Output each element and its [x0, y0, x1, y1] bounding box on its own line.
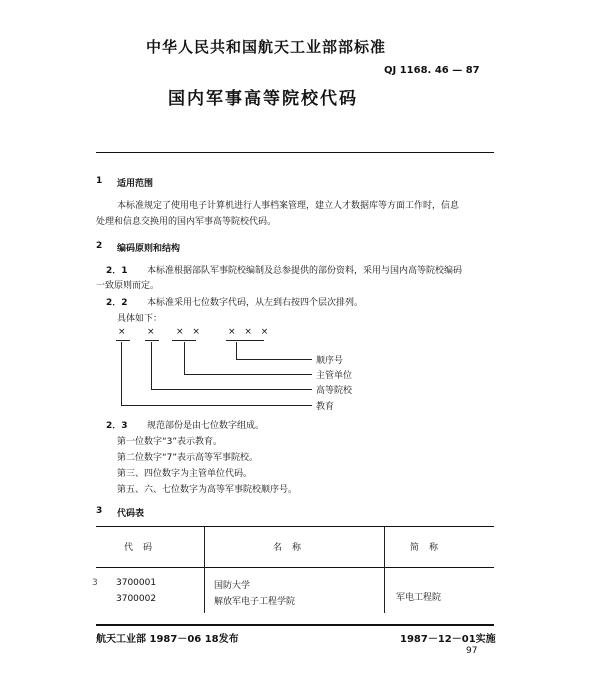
footer-rule [96, 624, 494, 626]
connector-admin-vertical [184, 342, 185, 374]
section-2-heading: 编码原则和结构 [117, 244, 181, 254]
standard-title: 中华人民共和国航天工业部部标准 [146, 38, 387, 56]
digit-group-2: × [147, 327, 158, 337]
clause-2-3-line-1: 规范部份是由七位数字组成。 [147, 421, 265, 431]
header-divider [96, 152, 494, 153]
table-header-rule [96, 567, 494, 568]
document-title: 国内军事高等院校代码 [168, 89, 358, 109]
section-3-heading: 代码表 [117, 509, 145, 519]
clause-2-3-line-2: 第一位数字“3”表示教育。 [117, 437, 223, 447]
clause-2-3-line-3: 第二位数字“7”表示高等军事院校。 [117, 453, 259, 463]
digit-group-3-underline [172, 340, 196, 341]
table-column-divider-1 [204, 527, 205, 613]
clause-2-2-line-1: 本标准采用七位数字代码，从左到右按四个层次排列。 [147, 298, 364, 308]
table-column-divider-2 [384, 527, 385, 613]
table-header-code: 代码 [124, 543, 163, 553]
clause-2-1-line-2: 一致原则而定。 [96, 281, 160, 291]
issue-date: 航天工业部 1987－06 18发布 [96, 634, 239, 645]
section-1-heading: 适用范围 [117, 179, 154, 189]
clause-2-1-line-1: 本标准根据部队军事院校编制及总参提供的部份资料，采用与国内高等院校编码 [147, 266, 463, 276]
clause-2-2-line-2: 具体如下： [117, 314, 163, 324]
section-1-number: 1 [96, 176, 103, 186]
digit-group-1: × [118, 327, 129, 337]
clause-2-3-number: 2．3 [106, 421, 128, 431]
table-cell-code: 3700001 [116, 578, 157, 588]
connector-seq-vertical [236, 342, 237, 359]
digit-group-4: × × × [228, 327, 272, 337]
section-1-paragraph-line-2: 处理和信息交换用的国内军事高等院校代码。 [96, 217, 277, 227]
table-cell-abbr: 军电工程院 [396, 593, 442, 603]
label-college: 高等院校 [316, 386, 353, 396]
effective-date: 1987－12－01实施 [400, 634, 496, 645]
connector-edu-vertical [121, 342, 122, 405]
table-top-rule [96, 526, 494, 527]
table-cell-name: 国防大学 [214, 581, 251, 591]
label-sequence-number: 顺序号 [316, 356, 344, 366]
page-number: 97 [466, 646, 478, 656]
clause-2-3-line-4: 第三、四位数字为主管单位代码。 [117, 469, 253, 479]
table-margin-mark: 3 [92, 578, 98, 588]
section-1-paragraph-line-1: 本标准规定了使用电子计算机进行人事档案管理，建立人才数据库等方面工作时，信息 [117, 201, 460, 211]
table-cell-code: 3700002 [116, 594, 157, 604]
section-2-number: 2 [96, 241, 103, 251]
digit-group-2-underline [145, 340, 159, 341]
table-header-name: 名称 [273, 543, 312, 553]
table-header-abbr: 简称 [410, 543, 449, 553]
label-education: 教育 [316, 402, 335, 412]
label-admin-unit: 主管单位 [316, 371, 353, 381]
connector-seq-horizontal [236, 359, 312, 360]
digit-group-3: × × [176, 327, 203, 337]
digit-group-1-underline [116, 340, 130, 341]
connector-college-horizontal [151, 389, 312, 390]
section-3-number: 3 [96, 506, 103, 516]
standard-code: QJ 1168. 46 — 87 [384, 65, 480, 76]
connector-admin-horizontal [184, 374, 312, 375]
digit-group-4-underline [226, 340, 264, 341]
clause-2-1-number: 2．1 [106, 266, 128, 276]
clause-2-2-number: 2．2 [106, 298, 128, 308]
connector-college-vertical [151, 342, 152, 389]
clause-2-3-line-5: 第五、六、七位数字为高等军事院校顺序号。 [117, 485, 298, 495]
connector-edu-horizontal [121, 405, 312, 406]
table-cell-name: 解放军电子工程学院 [214, 597, 296, 607]
